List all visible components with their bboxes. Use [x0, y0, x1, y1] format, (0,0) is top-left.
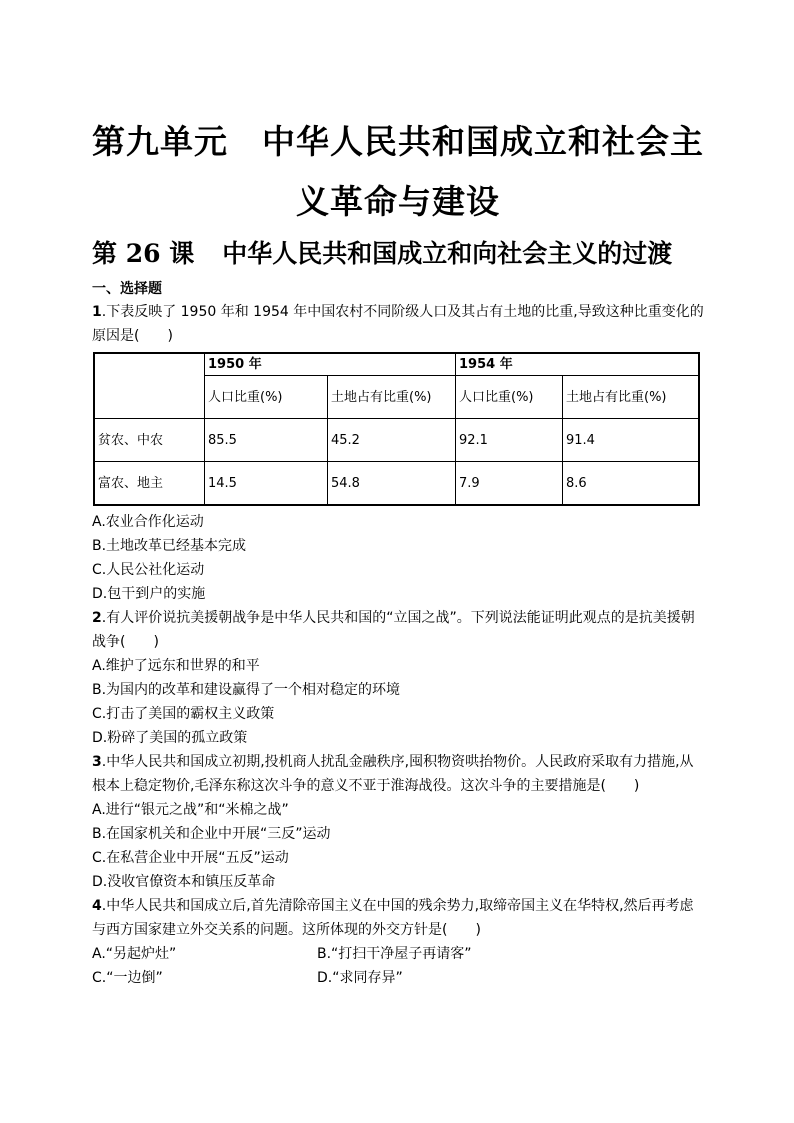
option-b: B.为国内的改革和建设赢得了一个相对稳定的环境 — [92, 682, 401, 698]
question-1 — [92, 300, 704, 348]
question-number: 1 — [92, 304, 102, 320]
option-a: A.进行“银元之战”和“米棉之战” — [92, 802, 289, 818]
lesson-number: 第 26 课 — [92, 239, 195, 268]
table-row — [94, 419, 699, 462]
table-cell: 14.5 — [205, 462, 328, 506]
option-c: C.人民公社化运动 — [92, 562, 205, 578]
table-cell: 8.6 — [563, 462, 700, 506]
unit-title-line-1 — [92, 112, 704, 172]
option-d: D.“求同存异” — [317, 970, 403, 986]
option-a: A.“另起炉灶” — [92, 946, 177, 962]
year-header-1954: 1954 年 — [456, 353, 700, 376]
unit-name-part-1: 中华人民共和国成立和社会主 — [262, 122, 704, 161]
unit-title — [92, 112, 704, 232]
table-row — [94, 462, 699, 506]
table-cell: 91.4 — [563, 419, 700, 462]
table-corner-cell — [94, 353, 205, 419]
subheader-cell: 人口比重(%) — [205, 376, 328, 419]
option-a: A.维护了远东和世界的和平 — [92, 658, 260, 674]
table-cell: 45.2 — [328, 419, 456, 462]
question-2 — [92, 606, 704, 654]
lesson-title — [92, 236, 704, 272]
option-row-ab — [92, 942, 704, 966]
option-b: B.“打扫干净屋子再请客” — [317, 946, 472, 962]
question-stem: .中华人民共和国成立后,首先清除帝国主义在中国的残余势力,取缔帝国主义在华特权,然后再考虑与西方国家建立外交关系的问题。这所体现的外交方针是( ) — [92, 898, 694, 938]
unit-number: 第九单元 — [92, 122, 228, 161]
table-cell: 54.8 — [328, 462, 456, 506]
land-data-table — [93, 352, 700, 506]
subheader-cell: 土地占有比重(%) — [563, 376, 700, 419]
table-cell: 7.9 — [456, 462, 563, 506]
option-b: B.土地改革已经基本完成 — [92, 538, 247, 554]
option-a: A.农业合作化运动 — [92, 514, 204, 530]
lesson-name: 中华人民共和国成立和向社会主义的过渡 — [222, 239, 673, 268]
question-stem: .有人评价说抗美援朝战争是中华人民共和国的“立国之战”。下列说法能证明此观点的是抗美援朝战争( ) — [92, 610, 695, 650]
option-row-cd — [92, 966, 704, 990]
question-stem: .中华人民共和国成立初期,投机商人扰乱金融秩序,囤积物资哄抬物价。人民政府采取有力措施,从根本上稳定物价,毛泽东称这次斗争的意义不亚于淮海战役。这次斗争的主要措施是( ) — [92, 754, 694, 794]
question-4 — [92, 894, 704, 942]
row-label: 贫农、中农 — [94, 419, 205, 462]
worksheet-page — [92, 0, 704, 990]
table-cell: 85.5 — [205, 419, 328, 462]
option-d: D.没收官僚资本和镇压反革命 — [92, 874, 276, 890]
option-c: C.在私营企业中开展“五反”运动 — [92, 850, 289, 866]
option-c: C.打击了美国的霸权主义政策 — [92, 706, 275, 722]
question-stem: .下表反映了 1950 年和 1954 年中国农村不同阶级人口及其占有土地的比重,导致这种比重变化的原因是( ) — [92, 304, 704, 344]
question-number: 3 — [92, 754, 102, 770]
table-header-row — [94, 353, 699, 376]
option-b: B.在国家机关和企业中开展“三反”运动 — [92, 826, 331, 842]
subheader-cell: 人口比重(%) — [456, 376, 563, 419]
subheader-cell: 土地占有比重(%) — [328, 376, 456, 419]
question-3 — [92, 750, 704, 798]
option-d: D.包干到户的实施 — [92, 586, 206, 602]
question-number: 2 — [92, 610, 102, 626]
row-label: 富农、地主 — [94, 462, 205, 506]
year-header-1950: 1950 年 — [205, 353, 456, 376]
table-cell: 92.1 — [456, 419, 563, 462]
option-c: C.“一边倒” — [92, 970, 163, 986]
unit-title-line-2: 义革命与建设 — [296, 182, 500, 221]
option-d: D.粉碎了美国的孤立政策 — [92, 730, 248, 746]
question-number: 4 — [92, 898, 102, 914]
section-heading: 一、选择题 — [92, 281, 162, 297]
